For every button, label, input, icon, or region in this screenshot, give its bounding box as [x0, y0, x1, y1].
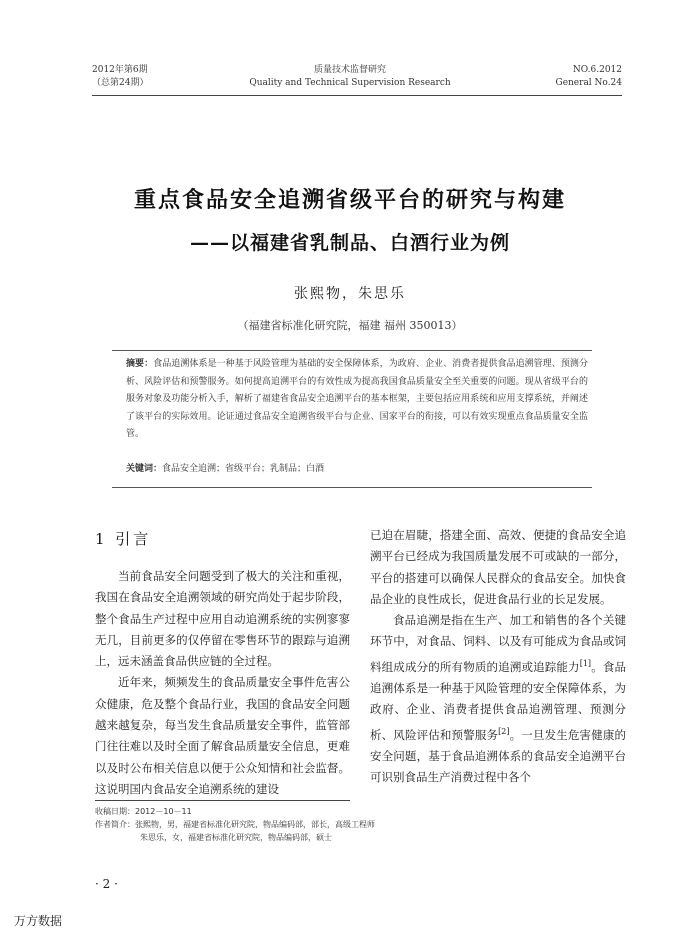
abstract-top-rule [112, 350, 592, 351]
keywords-text: 食品安全追溯；省级平台；乳制品；白酒 [162, 464, 325, 474]
journal-title-en: Quality and Technical Supervision Research [249, 78, 451, 88]
body-paragraph: 当前食品安全问题受到了极大的关注和重视，我国在食品安全追溯领域的研究尚处于起步阶段，整个食品生产过程中应用自动追溯系统的实例寥寥无几，目前更多的仅停留在零售环节的跟踪与追溯上，远未涵盖食品供应链的全过程。 [95, 569, 350, 669]
article-subtitle: ——以福建省乳制品、白酒行业为例 [189, 232, 510, 254]
abstract-label: 摘要： [126, 359, 154, 369]
body-text: 。食品追溯体系是一种基于风险管理的安全保障体系，为政府、企业、消费者提供食品追溯管理、预测分析、风险评估和预警服务 [370, 659, 626, 742]
body-text: 。一旦发生危害健康的安全问题，基于食品追溯体系的食品安全追溯平台可识别食品生产消费过程中各个 [370, 727, 627, 784]
article-authors: 张熙物，朱思乐 [294, 286, 406, 302]
section-heading: 1 引言 [95, 530, 152, 548]
abstract-bottom-rule [112, 487, 592, 488]
keywords-label: 关键词： [126, 464, 163, 474]
total-issue-line: （总第24期） [92, 78, 149, 88]
body-text: 食品追溯是指在生产、加工和销售的各个关键环节中，对食品、饲料、以及有可能成为食品或饲料组成成分的所有物质的追溯或追踪能力 [370, 613, 626, 674]
citation-1: [1] [579, 658, 592, 668]
body-paragraph [370, 610, 626, 788]
journal-title-zh: 质量技术监督研究 [313, 65, 386, 75]
received-date: 收稿日期：2012－10－11 [95, 807, 192, 816]
page-number: · 2 · [95, 877, 118, 891]
author-intro-1: 作者简介：张熙物，男，福建省标准化研究院，物品编码部，部长，高级工程师 [95, 820, 375, 829]
keywords [126, 462, 588, 476]
author-affiliation: （福建省标准化研究院，福建 福州 350013） [237, 319, 463, 332]
issue-line: 2012年第6期 [92, 65, 148, 75]
citation-2: [2] [498, 726, 510, 736]
abstract-text: 食品追溯体系是一种基于风险管理为基础的安全保障体系，为政府、企业、消费者提供食品追溯管理、预测分析、风险评估和预警服务。如何提高追溯平台的有效性成为提高我国食品质量安全至关重要的问题。现从省级平台的服务对象及功能分析入手，解析了福建省食品安全追溯平台的基本框架，主要包括应用系统和应用支撑系统，并阐述了该平台的实际效用。论证通过食品安全追溯省级平台与企业、国家平台的衔接，可以有效实现重点食品质量安全监管。 [126, 359, 588, 439]
body-column-right [370, 525, 626, 788]
footnote-rule [95, 800, 350, 801]
header-rule [92, 95, 622, 96]
watermark: 万方数据 [14, 914, 63, 928]
abstract [126, 356, 588, 444]
running-header-right [556, 64, 623, 90]
body-paragraph: 近年来，频频发生的食品质量安全事件危害公众健康，危及整个食品行业，我国的食品安全问题越来越复杂，每当发生食品质量安全事件，监管部门往往难以及时全面了解食品质量安全信息，更难以及时公布相关信息以便于公众知情和社会监督。这说明国内食品安全追溯系统的建设 [95, 675, 350, 796]
issue-number: NO.6.2012 [572, 65, 622, 75]
author-intro-2: 朱思乐，女，福建省标准化研究院，物品编码部，硕士 [140, 833, 332, 842]
body-column-left [95, 566, 350, 800]
body-paragraph: 已迫在眉睫，搭建全面、高效、便捷的食品安全追溯平台已经成为我国质量发展不可或缺的一部分，平台的搭建可以确保人民群众的食品安全。加快食品企业的良性成长，促进食品行业的长足发展。 [370, 528, 626, 606]
article-title: 重点食品安全追溯省级平台的研究与构建 [133, 187, 566, 213]
general-number: General No.24 [555, 78, 622, 88]
